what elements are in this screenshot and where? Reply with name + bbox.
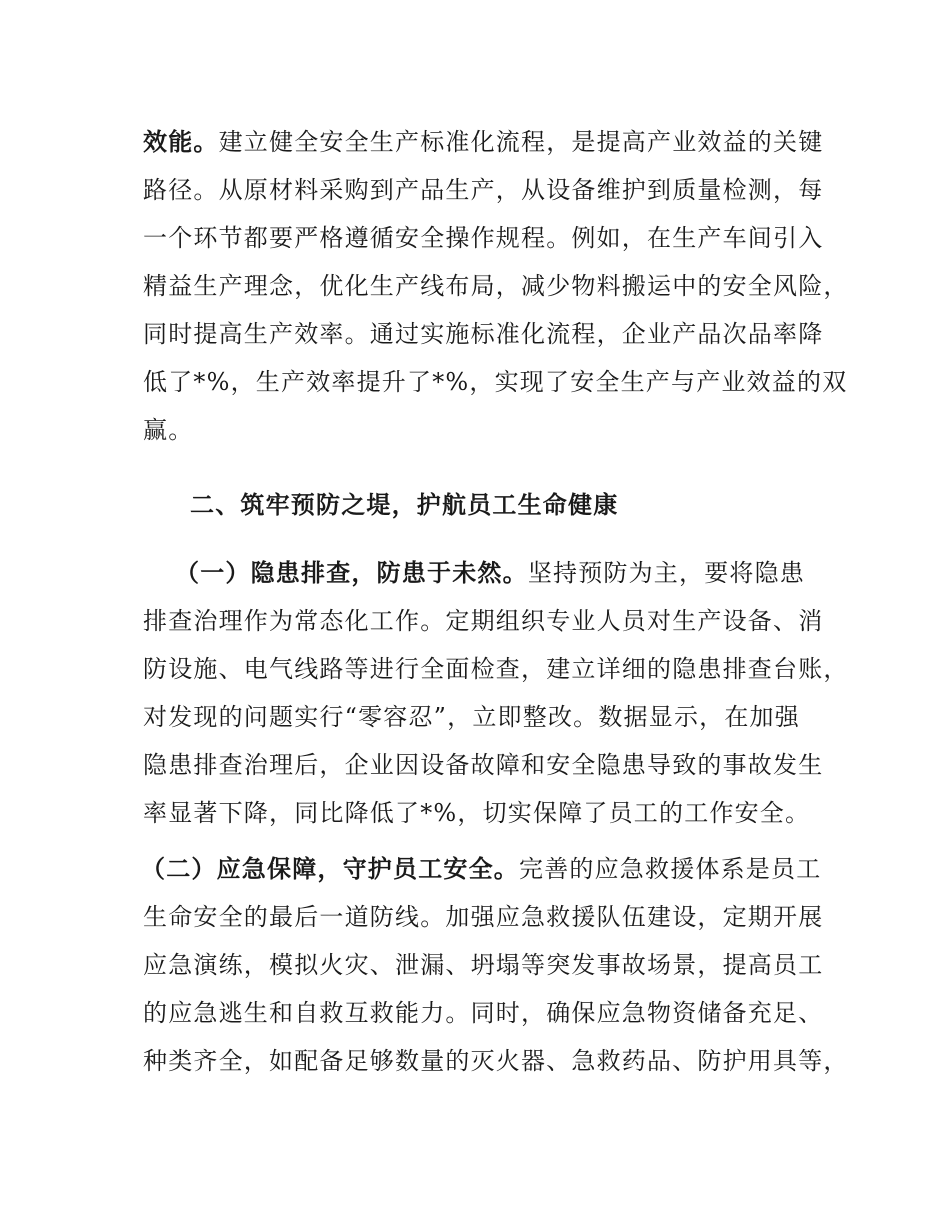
sub2-line-2: 生命安全的最后一道防线。加强应急救援队伍建设，定期开展 bbox=[143, 903, 824, 931]
sub1-line-5: 隐患排查治理后，企业因设备故障和安全隐患导致的事故发生 bbox=[143, 751, 824, 779]
sub2-line-3: 应急演练，模拟火灾、泄漏、坍塌等突发事故场景，提高员工 bbox=[143, 951, 824, 979]
paragraph1-line-5: 同时提高生产效率。通过实施标准化流程，企业产品次品率降 bbox=[143, 320, 824, 348]
sub1-line-6: 率显著下降，同比降低了*%，切实保障了员工的工作安全。 bbox=[143, 799, 811, 827]
sub1-line-3: 防设施、电气线路等进行全面检查，建立详细的隐患排查台账， bbox=[143, 655, 849, 683]
sub1-title: （一）隐患排查，防患于未然。 bbox=[175, 559, 528, 587]
sub1-line-1-text: 坚持预防为主，要将隐患 bbox=[527, 559, 806, 587]
sub2-line-1-text: 完善的应急救援体系是员工 bbox=[519, 855, 822, 883]
paragraph1-line-1 bbox=[143, 126, 823, 158]
sub1-line-4: 对发现的问题实行“零容忍”，立即整改。数据显示，在加强 bbox=[143, 703, 800, 731]
section2-heading: 二、筑牢预防之堤，护航员工生命健康 bbox=[190, 491, 619, 519]
paragraph1-line-7: 赢。 bbox=[143, 416, 194, 444]
paragraph1-line-3: 一个环节都要严格遵循安全操作规程。例如，在生产车间引入 bbox=[143, 224, 824, 252]
paragraph1-line-4: 精益生产理念，优化生产线布局，减少物料搬运中的安全风险， bbox=[143, 272, 849, 300]
sub2-line-4: 的应急逃生和自救互救能力。同时，确保应急物资储备充足、 bbox=[143, 999, 824, 1027]
paragraph1-line-6: 低了*%，生产效率提升了*%，实现了安全生产与产业效益的双 bbox=[143, 368, 848, 396]
sub2-line-1 bbox=[141, 853, 821, 885]
sub1-line-1 bbox=[175, 557, 805, 589]
paragraph1-line-1-text: 建立健全安全生产标准化流程，是提高产业效益的关键 bbox=[218, 128, 824, 156]
sub1-line-2: 排查治理作为常态化工作。定期组织专业人员对生产设备、消 bbox=[143, 607, 824, 635]
sub2-line-5: 种类齐全，如配备足够数量的灭火器、急救药品、防护用具等， bbox=[143, 1047, 849, 1075]
paragraph1-lead: 效能。 bbox=[143, 128, 219, 156]
sub2-title: （二）应急保障，守护员工安全。 bbox=[141, 855, 519, 883]
paragraph1-line-2: 路径。从原材料采购到产品生产，从设备维护到质量检测，每 bbox=[143, 176, 824, 204]
